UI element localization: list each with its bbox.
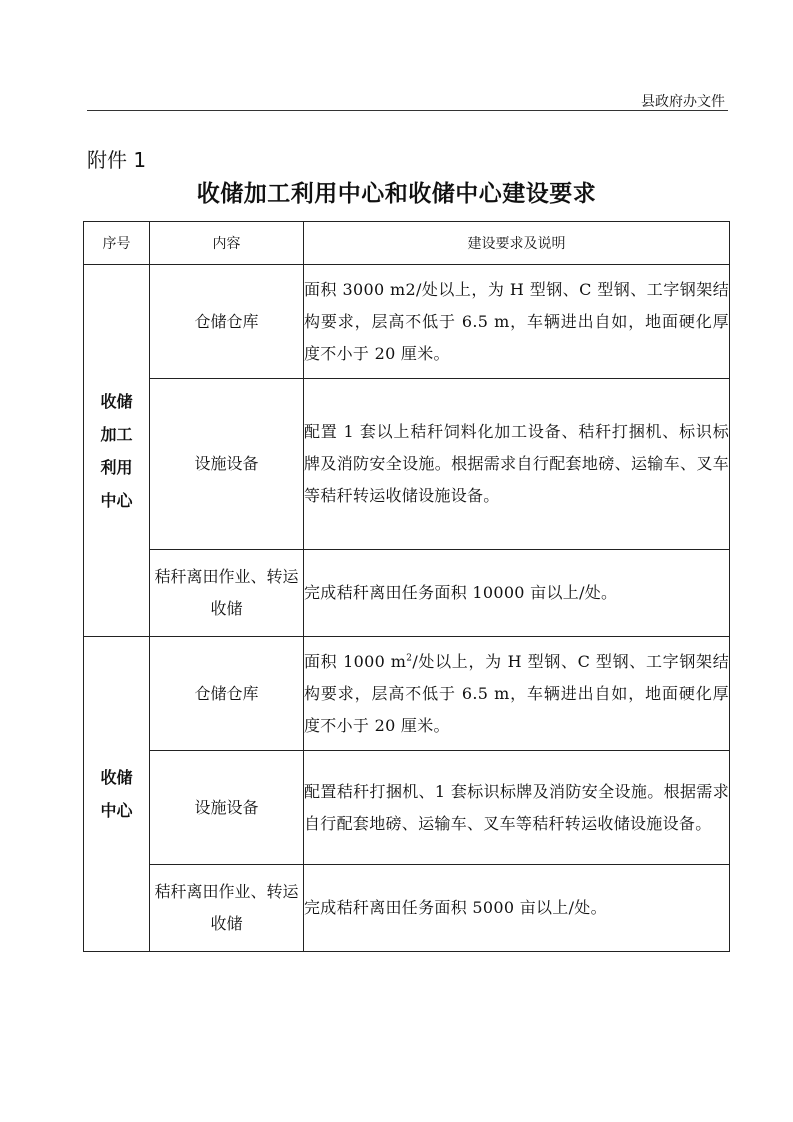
requirement-cell: 面积 3000 m2/处以上，为 H 型钢、C 型钢、工字钢架结构要求，层高不低于 6.5 m，车辆进出自如，地面硬化厚度不小于 20 厘米。 (304, 265, 730, 379)
group-name-storage-center (84, 637, 150, 952)
group-name-line: 利用 (100, 457, 133, 477)
requirement-cell: 完成秸秆离田任务面积 10000 亩以上/处。 (304, 550, 730, 637)
header-label: 县政府办文件 (641, 94, 725, 110)
requirement-cell: 配置 1 套以上秸秆饲料化加工设备、秸秆打捆机、标识标牌及消防安全设施。根据需求自行配套地磅、运输车、叉车等秸秆转运收储设施设备。 (304, 379, 730, 550)
requirement-cell: 完成秸秆离田任务面积 5000 亩以上/处。 (304, 865, 730, 952)
requirement-cell (304, 637, 730, 751)
content-cell: 仓储仓库 (150, 265, 304, 379)
content-cell: 秸秆离田作业、转运收储 (150, 865, 304, 952)
content-cell: 秸秆离田作业、转运收储 (150, 550, 304, 637)
header-content: 内容 (150, 222, 304, 265)
header-divider (87, 110, 728, 111)
content-cell: 设施设备 (150, 379, 304, 550)
content-cell: 仓储仓库 (150, 637, 304, 751)
group-name-line: 中心 (100, 490, 133, 510)
table-row (84, 637, 730, 751)
group-name-line: 收储 (100, 768, 133, 787)
requirement-text: 面积 1000 m (304, 651, 407, 671)
group-name-line: 中心 (100, 801, 133, 820)
content-cell: 设施设备 (150, 751, 304, 865)
document-title: 收储加工利用中心和收储中心建设要求 (196, 180, 597, 207)
superscript-2: 2 (406, 653, 413, 664)
group-name-line: 收储 (100, 391, 133, 411)
table-row (84, 379, 730, 550)
table-row (84, 550, 730, 637)
requirement-text: /处以上，为 H 型钢、C 型钢、工字钢架结构要求，层高不低于 6.5 m，车辆进出自如，地面硬化厚度不小于 20 厘米。 (304, 651, 730, 735)
group-name-processing-center (84, 265, 150, 637)
requirement-cell: 配置秸秆打捆机、1 套标识标牌及消防安全设施。根据需求自行配套地磅、运输车、叉车等秸秆转运收储设施设备。 (304, 751, 730, 865)
header-requirements: 建设要求及说明 (304, 222, 730, 265)
table-header-row (84, 222, 730, 265)
requirements-table (83, 221, 730, 952)
group-name-line: 加工 (100, 424, 133, 444)
table-row (84, 751, 730, 865)
attachment-label: 附件 1 (87, 148, 147, 172)
table-row (84, 865, 730, 952)
table-row (84, 265, 730, 379)
header-seq: 序号 (84, 222, 150, 265)
